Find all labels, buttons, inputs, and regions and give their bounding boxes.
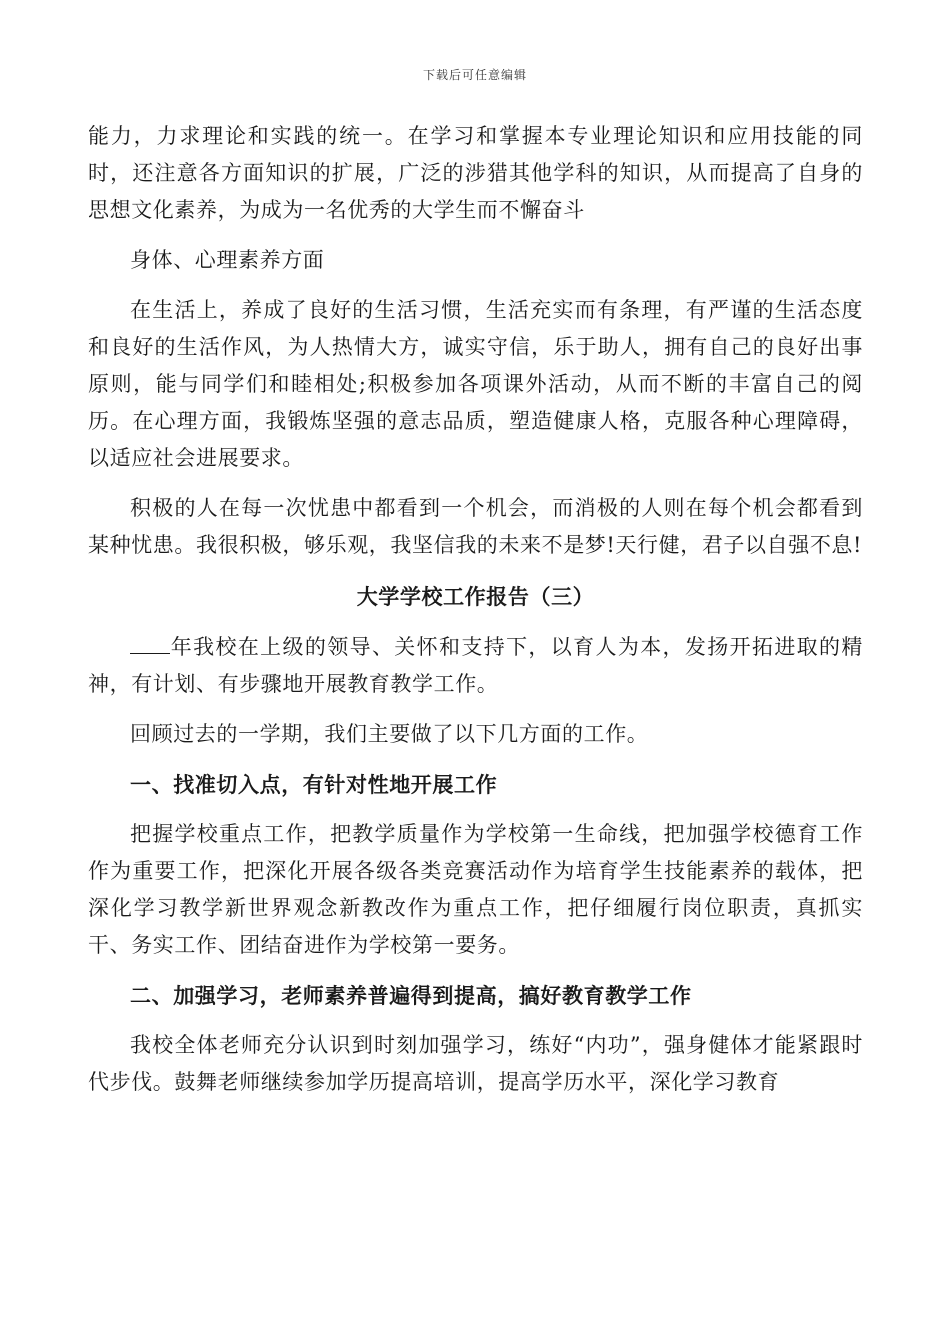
page-header-note: 下载后可任意编辑: [422, 68, 527, 82]
paragraph-review: 回顾过去的一学期，我们主要做了以下几方面的工作。: [130, 722, 649, 746]
report-title: 大学学校工作报告（三）: [356, 584, 595, 609]
paragraph-key-work: 把握学校重点工作，把教学质量作为学校第一生命线，把加强学校德育工作作为重要工作，把深化开展各级各类竞赛活动作为培育学生技能素养的载体，把深化学习教学新世界观念新教改作为重点工作，把仔细履行岗位职责，真抓实干、务实工作、团结奋进作为学校第一要务。: [88, 822, 863, 957]
paragraph-positive: 积极的人在每一次忧患中都看到一个机会，而消极的人则在每个机会都看到某种忧患。我很积极，够乐观，我坚信我的未来不是梦!天行健，君子以自强不息!: [88, 496, 863, 557]
paragraph-life: 在生活上，养成了良好的生活习惯，生活充实而有条理，有严谨的生活态度和良好的生活作风，为人热情大方，诚实守信，乐于助人，拥有自己的良好出事原则，能与同学们和睦相处;积极参加各项课外活动，从而不断的丰富自己的阅历。在心理方面，我锻炼坚强的意志品质，塑造健康人格，克服各种心理障碍，以适应社会进展要求。: [88, 298, 863, 470]
document-body: [88, 118, 863, 1101]
paragraph-ability: 能力，力求理论和实践的统一。在学习和掌握本专业理论知识和应用技能的同时，还注意各方面知识的扩展，广泛的涉猎其他学科的知识，从而提高了自身的思想文化素养，为成为一名优秀的大学生而不懈奋斗: [88, 124, 863, 222]
paragraph-teacher-study: 我校全体老师充分认识到时刻加强学习，练好“内功”，强身健体才能紧跟时代步伐。鼓舞老师继续参加学历提高培训，提高学历水平，深化学习教育: [88, 1033, 863, 1094]
paragraph-intro-text: 年我校在上级的领导、关怀和支持下，以育人为本，发扬开拓进取的精神，有计划、有步骤地开展教育教学工作。: [88, 635, 863, 696]
paragraph-intro: [88, 629, 863, 703]
blank-year-field: [130, 633, 170, 654]
section-heading-1: 一、找准切入点，有针对性地开展工作: [130, 772, 498, 797]
section-heading-2: 二、加强学习，老师素养普遍得到提高，搞好教育教学工作: [130, 983, 692, 1008]
paragraph-section-heading-body-mind: 身体、心理素养方面: [130, 248, 325, 272]
